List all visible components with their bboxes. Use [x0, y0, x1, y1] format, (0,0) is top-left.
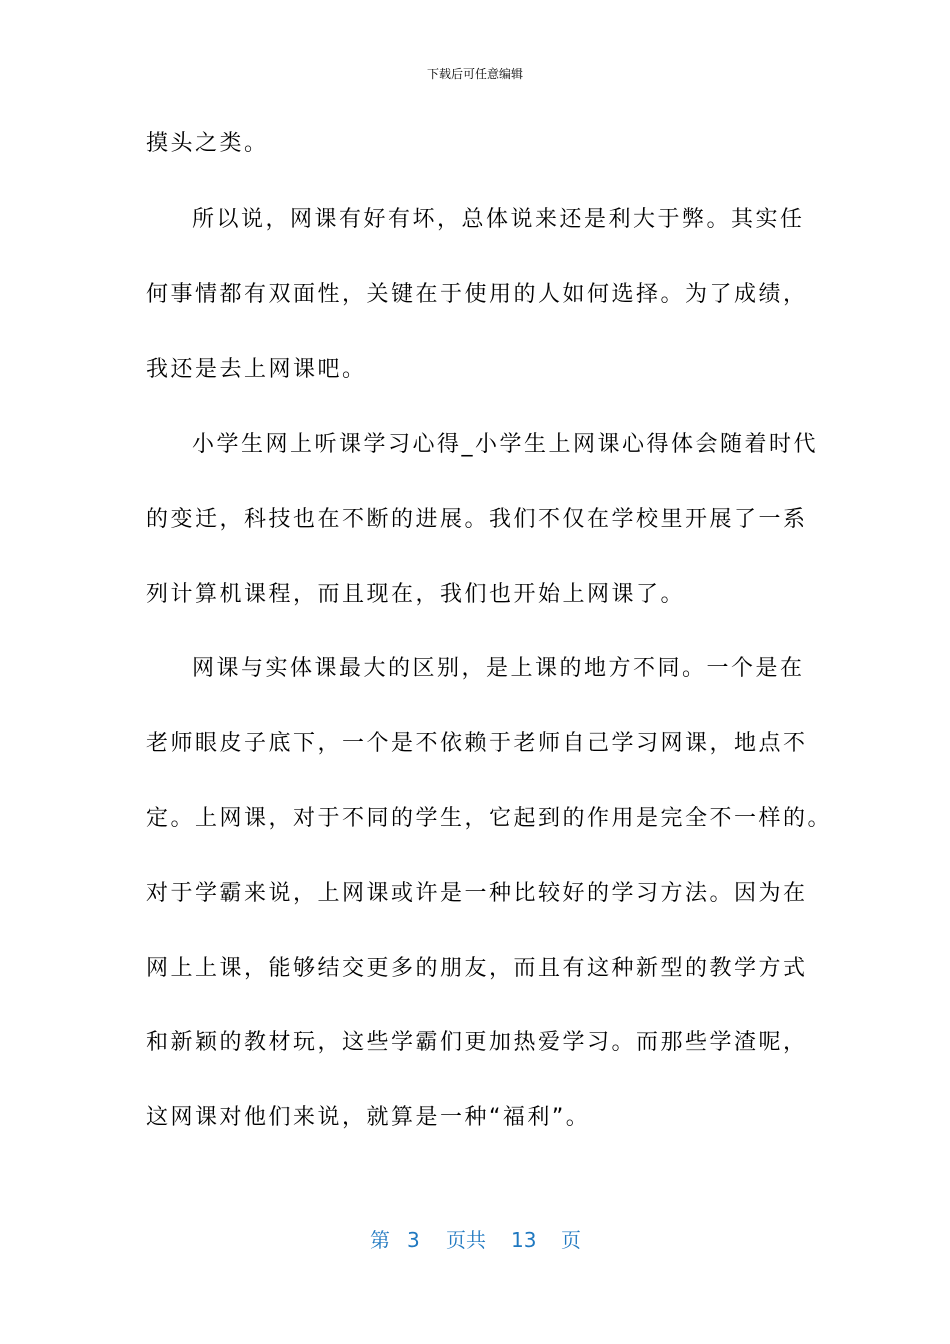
paragraph-line: 网课与实体课最大的区别，是上课的地方不同。一个是在 [192, 656, 805, 681]
paragraph-line: 我还是去上网课吧。 [146, 357, 367, 382]
footer-prefix: 第 [370, 1228, 390, 1252]
page-header-note: 下载后可任意编辑 [426, 67, 523, 81]
paragraph-line: 的变迁，科技也在不断的进展。我们不仅在学校里开展了一系 [146, 507, 808, 532]
footer-middle: 页共 [446, 1228, 486, 1252]
paragraph-line: 和新颖的教材玩，这些学霸们更加热爱学习。而那些学渣呢， [146, 1030, 808, 1055]
paragraph-line: 摸头之类。 [146, 131, 269, 156]
current-page-number: 3 [407, 1228, 420, 1252]
paragraph-line: 老师眼皮子底下，一个是不依赖于老师自己学习网课，地点不 [146, 731, 808, 756]
paragraph-line: 何事情都有双面性，关键在于使用的人如何选择。为了成绩， [146, 282, 808, 307]
paragraph-line: 这网课对他们来说，就算是一种“福利”。 [146, 1105, 591, 1130]
paragraph-line: 对于学霸来说，上网课或许是一种比较好的学习方法。因为在 [146, 881, 808, 906]
paragraph-line: 列计算机课程，而且现在，我们也开始上网课了。 [146, 582, 686, 607]
page-number-footer [0, 1226, 950, 1254]
paragraph-line: 所以说，网课有好有坏，总体说来还是利大于弊。其实任 [192, 207, 805, 232]
footer-suffix: 页 [561, 1228, 581, 1252]
paragraph-line: 小学生网上听课学习心得_小学生上网课心得体会随着时代 [192, 432, 819, 457]
paragraph-line: 定。上网课，对于不同的学生，它起到的作用是完全不一样的。 [146, 806, 833, 831]
total-pages-number: 13 [511, 1228, 537, 1252]
paragraph-line: 网上上课，能够结交更多的朋友，而且有这种新型的教学方式 [146, 956, 808, 981]
